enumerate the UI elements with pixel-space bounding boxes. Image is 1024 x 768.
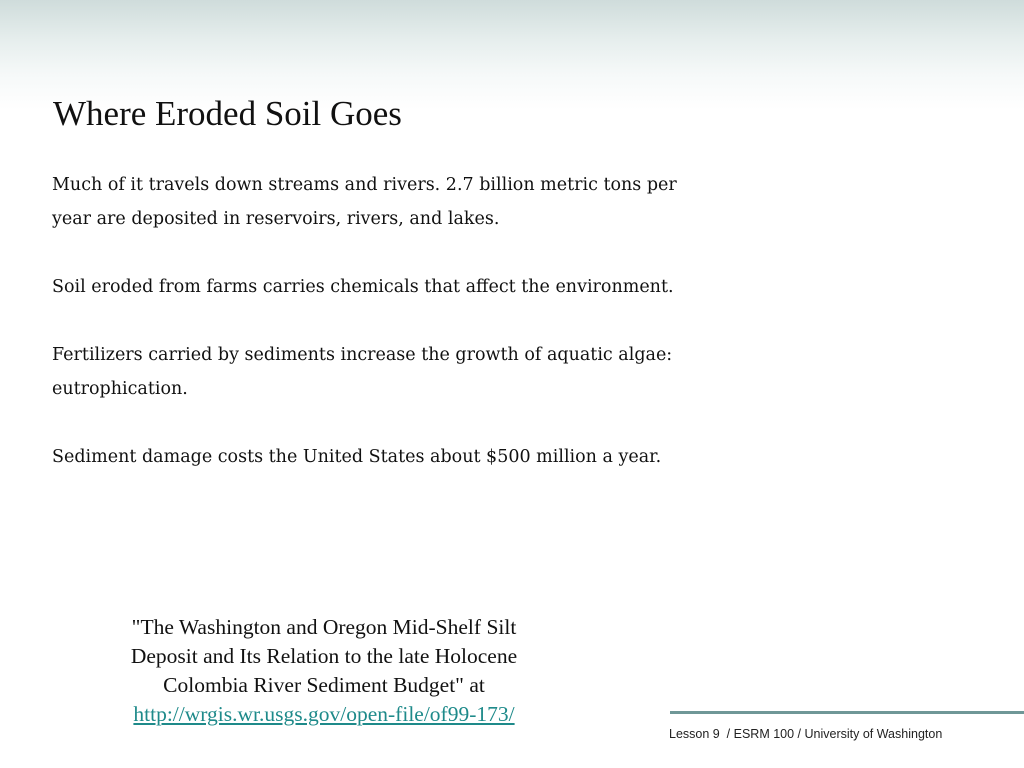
citation [84, 613, 564, 729]
citation-line-3: Colombia River Sediment Budget" at [163, 673, 485, 697]
slide-body [52, 168, 712, 508]
citation-link[interactable]: http://wrgis.wr.usgs.gov/open-file/of99-173/ [133, 702, 515, 726]
citation-line-2: Deposit and Its Relation to the late Holocene [130, 644, 518, 668]
footer-divider [670, 711, 1024, 714]
body-paragraph-2: Soil eroded from farms carries chemicals that affect the environment. [52, 277, 674, 297]
citation-line-1: "The Washington and Oregon Mid-Shelf Silt [131, 615, 517, 639]
slide-title: Where Eroded Soil Goes [53, 94, 402, 133]
body-paragraph-4: Sediment damage costs the United States about $500 million a year. [52, 447, 662, 467]
body-paragraph-1: Much of it travels down streams and rivers. 2.7 billion metric tons per year are deposited in reservoirs, rivers, and lakes. [52, 175, 677, 229]
body-paragraph-3: Fertilizers carried by sediments increase the growth of aquatic algae: eutrophication. [52, 345, 673, 399]
footer-text: Lesson 9 / ESRM 100 / University of Washington [669, 727, 943, 741]
